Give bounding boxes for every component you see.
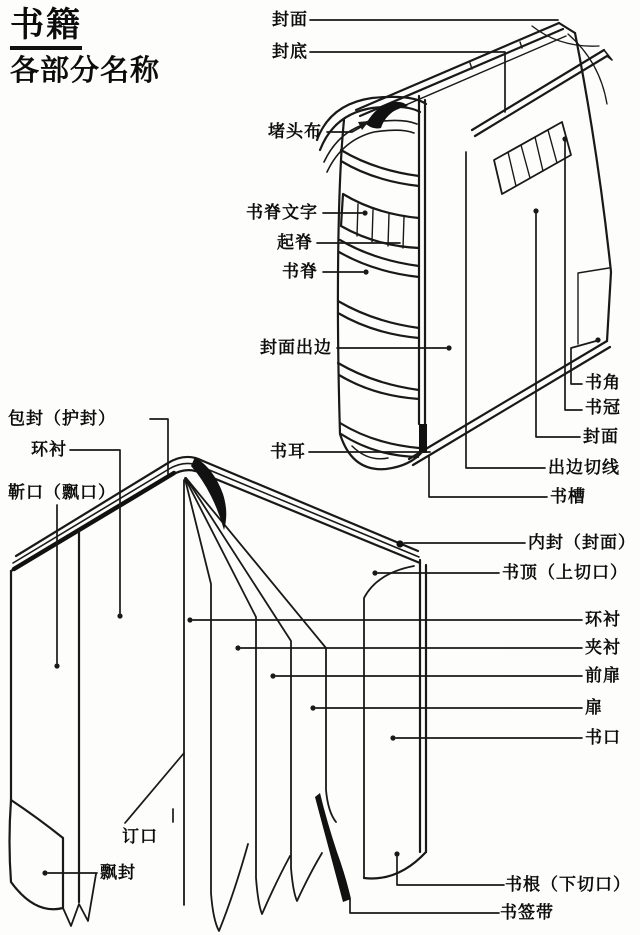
label-front-flyleaf: 前扉 <box>585 666 621 685</box>
page-subtitle: 各部分名称 <box>10 54 161 87</box>
label-endpaper-left: 环衬 <box>31 440 67 459</box>
label-back-cover: 封底 <box>272 42 308 61</box>
label-book-crown: 书冠 <box>585 398 621 417</box>
label-jacket: 包封（护封） <box>8 409 116 428</box>
label-book-groove: 书槽 <box>550 487 586 506</box>
label-front-cover-top: 封面 <box>272 10 308 29</box>
label-spine: 书脊 <box>282 262 318 281</box>
label-headband: 堵头布 <box>268 122 322 141</box>
label-spine-ridge: 起脊 <box>277 233 313 252</box>
label-book-ear: 书耳 <box>270 442 306 461</box>
label-inner-cover: 内封（封面） <box>528 533 636 552</box>
open-book-drawing <box>10 457 427 931</box>
label-flap-lip: 靳口（飘口） <box>8 483 116 502</box>
label-spine-text: 书脊文字 <box>246 203 318 222</box>
label-cover-overhang: 封面出边 <box>260 338 332 357</box>
label-overhang-trim-line: 出边切线 <box>548 458 620 477</box>
label-fore-edge: 书口 <box>585 728 621 747</box>
page-title: 书籍 <box>10 8 82 50</box>
label-endpaper-right: 环衬 <box>585 610 621 629</box>
label-front-cover-right: 封面 <box>583 427 619 446</box>
label-flyleaf: 扉 <box>585 698 603 717</box>
label-binding-edge: 订口 <box>122 827 158 846</box>
label-book-corner: 书角 <box>585 373 621 392</box>
closed-book-drawing <box>317 23 612 469</box>
label-interleaf: 夹衬 <box>585 638 621 657</box>
label-tail-edge: 书根（下切口） <box>505 875 631 894</box>
title-block <box>10 8 160 88</box>
label-bookmark-ribbon: 书签带 <box>500 903 554 922</box>
label-flap-front: 飘封 <box>100 863 136 882</box>
label-head-edge: 书顶（上切口） <box>502 563 628 582</box>
